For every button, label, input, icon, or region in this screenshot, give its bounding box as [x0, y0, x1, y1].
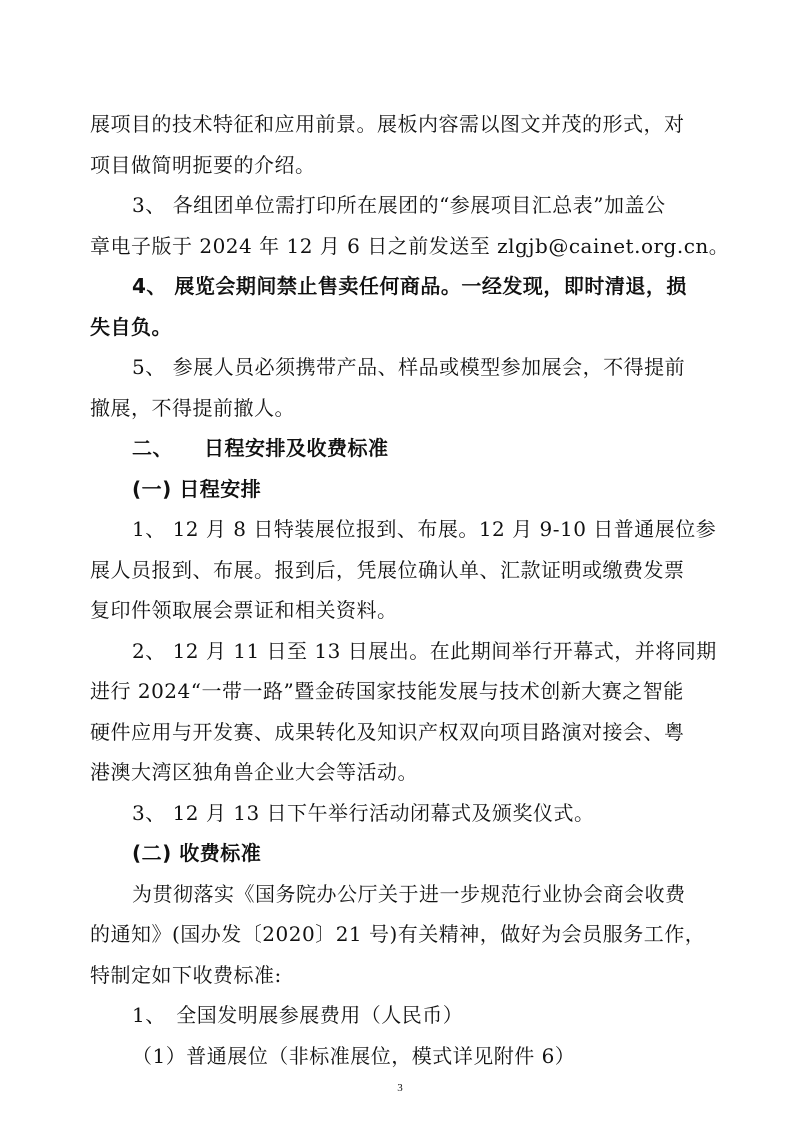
- bold-notice-line: 4、 展览会期间禁止售卖任何商品。一经发现，即时清退，损: [132, 274, 687, 298]
- body-text-line: 2、 12 月 11 日至 13 日展出。在此期间举行开幕式，并将同期: [132, 639, 717, 663]
- body-text-line: 5、 参展人员必须携带产品、样品或模型参加展会，不得提前: [132, 355, 686, 379]
- body-text-line: 1、 12 月 8 日特装展位报到、布展。12 月 9-10 日普通展位参: [132, 517, 717, 541]
- section-heading: 二、 日程安排及收费标准: [132, 436, 389, 460]
- body-text-line: 硬件应用与开发赛、成果转化及知识产权双向项目路演对接会、粤: [90, 720, 685, 744]
- body-text-line: 展项目的技术特征和应用前景。展板内容需以图文并茂的形式，对: [90, 112, 685, 136]
- subsection-heading: (二) 收费标准: [132, 841, 262, 865]
- body-text-line: 港澳大湾区独角兽企业大会等活动。: [90, 760, 418, 784]
- bold-notice-line: 失自负。: [90, 315, 172, 339]
- body-text-line: 1、 全国发明展参展费用（人民币）: [132, 1003, 464, 1027]
- body-text-line: 章电子版于 2024 年 12 月 6 日之前发送至 zlgjb@cainet.org.cn。: [90, 234, 730, 258]
- body-text-line: 复印件领取展会票证和相关资料。: [90, 598, 398, 622]
- body-text-line: 展人员报到、布展。报到后，凭展位确认单、汇款证明或缴费发票: [90, 558, 685, 582]
- body-text-line: （1）普通展位（非标准展位，模式详见附件 6）: [132, 1044, 576, 1068]
- body-text-line: 3、 各组团单位需打印所在展团的“参展项目汇总表”加盖公: [132, 193, 666, 217]
- body-text-line: 项目做简明扼要的介绍。: [90, 153, 316, 177]
- body-text-line: 特制定如下收费标准:: [90, 963, 282, 987]
- body-text-line: 进行 2024“一带一路”暨金砖国家技能发展与技术创新大赛之智能: [90, 679, 684, 703]
- subsection-heading: (一) 日程安排: [132, 477, 262, 501]
- body-text-line: 为贯彻落实《国务院办公厅关于进一步规范行业协会商会收费: [132, 882, 686, 906]
- page-number: 3: [397, 1082, 403, 1094]
- body-text-line: 的通知》(国办发〔2020〕21 号)有关精神，做好为会员服务工作，: [90, 922, 706, 946]
- body-text-line: 撤展，不得提前撤人。: [90, 396, 295, 420]
- body-text-line: 3、 12 月 13 日下午举行活动闭幕式及颁奖仪式。: [132, 801, 595, 825]
